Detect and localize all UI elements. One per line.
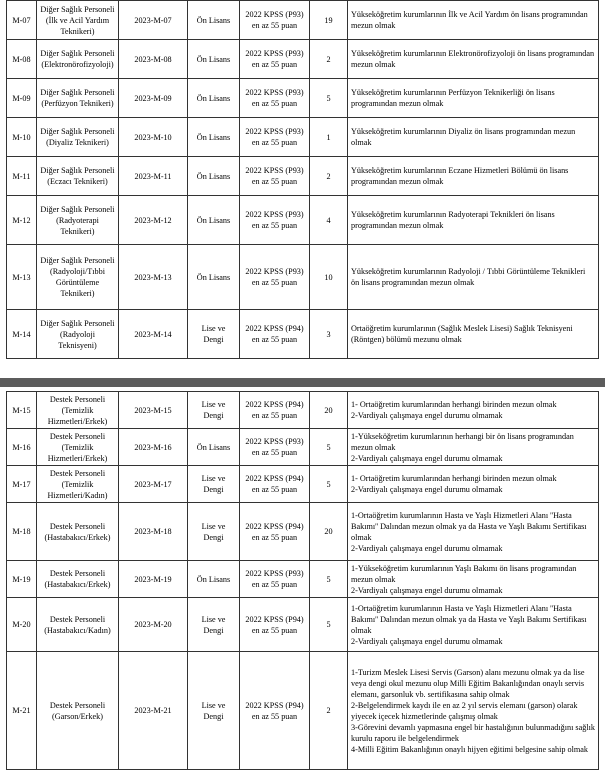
- position-code: M-20: [7, 598, 37, 652]
- requirement-text: 1- Ortaöğretim kurumlarından herhangi birinden mezun olmak: [351, 400, 557, 409]
- table-row: [7, 79, 599, 118]
- table-row: [7, 561, 599, 598]
- requirement-text: 3-Görevini devamlı yapmasına engel bir hastalığının bulunmadığını sağlık kurulu raporu ile belgelendirmek: [351, 722, 595, 743]
- requirements-cell: [348, 196, 599, 245]
- exam-requirement: 2022 KPSS (P94) en az 55 puan: [240, 392, 310, 429]
- position-title: Destek Personeli (Hastabakıcı/Erkek): [37, 503, 119, 561]
- education-level: Ön Lisans: [188, 40, 240, 79]
- exam-requirement: 2022 KPSS (P93) en az 55 puan: [240, 561, 310, 598]
- position-title: Diğer Sağlık Personeli (Radyoterapi Teknikeri): [37, 196, 119, 245]
- requirement-text: Yükseköğretim kurumlarının İlk ve Acil Yardım ön lisans programından mezun olmak: [351, 10, 588, 30]
- requirements-cell: [348, 245, 599, 310]
- position-code: M-10: [7, 118, 37, 157]
- quota-count: 3: [310, 310, 348, 359]
- requirement-text: 2-Vardiyalı çalışmaya engel durumu olmamak: [351, 453, 503, 463]
- exam-requirement: 2022 KPSS (P93) en az 55 puan: [240, 79, 310, 118]
- education-level: Ön Lisans: [188, 561, 240, 598]
- position-number: 2023-M-18: [119, 503, 188, 561]
- education-level: Lise ve Dengi: [188, 598, 240, 652]
- table-row: [7, 466, 599, 503]
- quota-count: 4: [310, 196, 348, 245]
- requirements-cell: [348, 79, 599, 118]
- positions-table-upper-body: [7, 1, 599, 359]
- requirements-cell: [348, 429, 599, 466]
- position-code: M-12: [7, 196, 37, 245]
- position-number: 2023-M-13: [119, 245, 188, 310]
- position-title: Destek Personeli (Temizlik Hizmetleri/Erkek): [37, 392, 119, 429]
- exam-requirement: 2022 KPSS (P93) en az 55 puan: [240, 196, 310, 245]
- exam-requirement: 2022 KPSS (P93) en az 55 puan: [240, 40, 310, 79]
- position-number: 2023-M-20: [119, 598, 188, 652]
- education-level: Lise ve Dengi: [188, 503, 240, 561]
- table-row: [7, 118, 599, 157]
- exam-requirement: 2022 KPSS (P94) en az 55 puan: [240, 598, 310, 652]
- position-number: 2023-M-11: [119, 157, 188, 196]
- requirement-text: 1-Ortaöğretim kurumlarının Hasta ve Yaşlı Hizmetleri Alanı ''Hasta Bakımı'' Dalından mezun olmak ya da Hasta ve Yaşlı Bakımı Sertifikası olmak: [351, 510, 587, 542]
- table-row: [7, 652, 599, 770]
- table-row: [7, 598, 599, 652]
- requirement-text: Yükseköğretim kurumlarının Eczane Hizmetleri Bölümü ön lisans programından mezun olmak: [351, 166, 569, 186]
- requirements-cell: [348, 310, 599, 359]
- position-title: Destek Personeli (Hastabakıcı/Kadın): [37, 598, 119, 652]
- position-title: Diğer Sağlık Personeli (Eczacı Teknikeri): [37, 157, 119, 196]
- requirements-cell: [348, 118, 599, 157]
- education-level: Lise ve Dengi: [188, 392, 240, 429]
- requirement-text: 2-Vardiyalı çalışmaya engel durumu olmamak: [351, 585, 503, 595]
- position-code: M-14: [7, 310, 37, 359]
- table-row: [7, 196, 599, 245]
- exam-requirement: 2022 KPSS (P93) en az 55 puan: [240, 429, 310, 466]
- position-code: M-16: [7, 429, 37, 466]
- quota-count: 5: [310, 429, 348, 466]
- table-row: [7, 310, 599, 359]
- position-title: Destek Personeli (Garson/Erkek): [37, 652, 119, 770]
- requirement-text: 1-Turizm Meslek Lisesi Servis (Garson) alanı mezunu olmak ya da lise veya dengi okul mezunu olup Milli Eğitim Bakanlığından onaylı servis elemanı, garsonluk vb. sertifikasına sahip olmak: [351, 667, 585, 699]
- requirement-text: 2-Vardiyalı çalışmaya engel durumu olmamak: [351, 543, 503, 553]
- requirement-text: Yükseköğretim kurumlarının Perfüzyon Teknikerliği ön lisans programından mezun olmak: [351, 88, 555, 108]
- education-level: Ön Lisans: [188, 1, 240, 40]
- position-number: 2023-M-21: [119, 652, 188, 770]
- requirement-text: 1-Yükseköğretim kurumlarının herhangi bir ön lisans programından mezun olmak: [351, 431, 574, 452]
- page-divider: [0, 378, 605, 387]
- table-row: [7, 245, 599, 310]
- quota-count: 5: [310, 561, 348, 598]
- position-title: Diğer Sağlık Personeli (Diyaliz Teknikeri): [37, 118, 119, 157]
- position-code: M-19: [7, 561, 37, 598]
- education-level: Lise ve Dengi: [188, 652, 240, 770]
- table-row: [7, 157, 599, 196]
- position-title: Diğer Sağlık Personeli (Radyoloji/Tıbbi Görüntüleme Teknikeri): [37, 245, 119, 310]
- positions-table-lower-body: [7, 392, 599, 770]
- position-number: 2023-M-07: [119, 1, 188, 40]
- quota-count: 5: [310, 598, 348, 652]
- quota-count: 2: [310, 40, 348, 79]
- position-number: 2023-M-08: [119, 40, 188, 79]
- requirement-text: Ortaöğretim kurumlarının (Sağlık Meslek Lisesi) Sağlık Teknisyeni (Röntgen) bölümü mezunu olmak: [351, 324, 573, 344]
- position-title: Destek Personeli (Temizlik Hizmetleri/Kadın): [37, 466, 119, 503]
- position-number: 2023-M-16: [119, 429, 188, 466]
- table-row: [7, 503, 599, 561]
- requirement-text: 1-Ortaöğretim kurumlarının Hasta ve Yaşlı Hizmetleri Alanı ''Hasta Bakımı'' Dalından mezun olmak ya da Hasta ve Yaşlı Bakımı Sertifikası olmak: [351, 603, 587, 635]
- quota-count: 19: [310, 1, 348, 40]
- education-level: Lise ve Dengi: [188, 466, 240, 503]
- position-code: M-18: [7, 503, 37, 561]
- requirement-text: 1- Ortaöğretim kurumlarından herhangi birinden mezun olmak: [351, 474, 557, 483]
- requirements-cell: [348, 503, 599, 561]
- requirement-text: Yükseköğretim kurumlarının Radyoloji / Tıbbi Görüntüleme Teknikleri ön lisans programından mezun olmak: [351, 267, 586, 287]
- position-title: Diğer Sağlık Personeli (Perfüzyon Teknikeri): [37, 79, 119, 118]
- education-level: Ön Lisans: [188, 157, 240, 196]
- position-code: M-09: [7, 79, 37, 118]
- requirement-text: Yükseköğretim kurumlarının Diyaliz ön lisans programından mezun olmak: [351, 127, 576, 147]
- education-level: Ön Lisans: [188, 79, 240, 118]
- exam-requirement: 2022 KPSS (P94) en az 55 puan: [240, 310, 310, 359]
- position-number: 2023-M-10: [119, 118, 188, 157]
- positions-table-lower: [6, 391, 599, 770]
- table-row: [7, 40, 599, 79]
- position-number: 2023-M-14: [119, 310, 188, 359]
- requirement-text: 4-Milli Eğitim Bakanlığının onaylı hijyen eğitimi belgesine sahip olmak: [351, 744, 588, 754]
- requirement-text: 2-Vardiyalı çalışmaya engel durumu olmamak: [351, 485, 503, 494]
- exam-requirement: 2022 KPSS (P94) en az 55 puan: [240, 466, 310, 503]
- requirement-text: 2-Belgelendirmek kaydı ile en az 2 yıl servis elemanı (garson) olarak yiyecek içecek hizmetlerinde çalışmış olmak: [351, 700, 578, 721]
- requirements-cell: [348, 466, 599, 503]
- requirements-cell: [348, 598, 599, 652]
- requirements-cell: [348, 40, 599, 79]
- position-title: Diğer Sağlık Personeli (Radyoloji Teknisyeni): [37, 310, 119, 359]
- quota-count: 20: [310, 503, 348, 561]
- position-code: M-07: [7, 1, 37, 40]
- education-level: Ön Lisans: [188, 118, 240, 157]
- quota-count: 1: [310, 118, 348, 157]
- position-title: Diğer Sağlık Personeli (Elektronörofizyoloji): [37, 40, 119, 79]
- position-code: M-17: [7, 466, 37, 503]
- table-row: [7, 392, 599, 429]
- requirement-text: 2-Vardiyalı çalışmaya engel durumu olmamak: [351, 636, 503, 646]
- education-level: Ön Lisans: [188, 196, 240, 245]
- exam-requirement: 2022 KPSS (P93) en az 55 puan: [240, 157, 310, 196]
- quota-count: 2: [310, 157, 348, 196]
- requirement-text: 2-Vardiyalı çalışmaya engel durumu olmamak: [351, 411, 503, 420]
- quota-count: 5: [310, 79, 348, 118]
- exam-requirement: 2022 KPSS (P93) en az 55 puan: [240, 1, 310, 40]
- position-title: Destek Personeli (Hastabakıcı/Erkek): [37, 561, 119, 598]
- requirements-cell: [348, 561, 599, 598]
- position-number: 2023-M-19: [119, 561, 188, 598]
- requirement-text: Yükseköğretim kurumlarının Elektronörofizyoloji ön lisans programından mezun olmak: [351, 49, 595, 69]
- position-code: M-13: [7, 245, 37, 310]
- education-level: Lise ve Dengi: [188, 310, 240, 359]
- exam-requirement: 2022 KPSS (P93) en az 55 puan: [240, 245, 310, 310]
- requirement-text: Yükseköğretim kurumlarının Radyoterapi Teknikleri ön lisans programından mezun olmak: [351, 210, 555, 230]
- exam-requirement: 2022 KPSS (P93) en az 55 puan: [240, 118, 310, 157]
- position-code: M-15: [7, 392, 37, 429]
- position-number: 2023-M-09: [119, 79, 188, 118]
- table-row: [7, 429, 599, 466]
- position-number: 2023-M-12: [119, 196, 188, 245]
- positions-table-upper: [6, 0, 599, 359]
- position-number: 2023-M-15: [119, 392, 188, 429]
- quota-count: 2: [310, 652, 348, 770]
- position-code: M-21: [7, 652, 37, 770]
- exam-requirement: 2022 KPSS (P94) en az 55 puan: [240, 652, 310, 770]
- position-code: M-08: [7, 40, 37, 79]
- table-row: [7, 1, 599, 40]
- requirements-cell: [348, 392, 599, 429]
- quota-count: 5: [310, 466, 348, 503]
- requirements-cell: [348, 652, 599, 770]
- education-level: Ön Lisans: [188, 245, 240, 310]
- education-level: Ön Lisans: [188, 429, 240, 466]
- position-title: Diğer Sağlık Personeli (İlk ve Acil Yardım Teknikeri): [37, 1, 119, 40]
- requirements-cell: [348, 157, 599, 196]
- exam-requirement: 2022 KPSS (P94) en az 55 puan: [240, 503, 310, 561]
- requirements-cell: [348, 1, 599, 40]
- quota-count: 10: [310, 245, 348, 310]
- position-title: Destek Personeli (Temizlik Hizmetleri/Erkek): [37, 429, 119, 466]
- quota-count: 20: [310, 392, 348, 429]
- requirement-text: 1-Yükseköğretim kurumlarının Yaşlı Bakımı ön lisans programından mezun olmak: [351, 563, 577, 584]
- position-code: M-11: [7, 157, 37, 196]
- position-number: 2023-M-17: [119, 466, 188, 503]
